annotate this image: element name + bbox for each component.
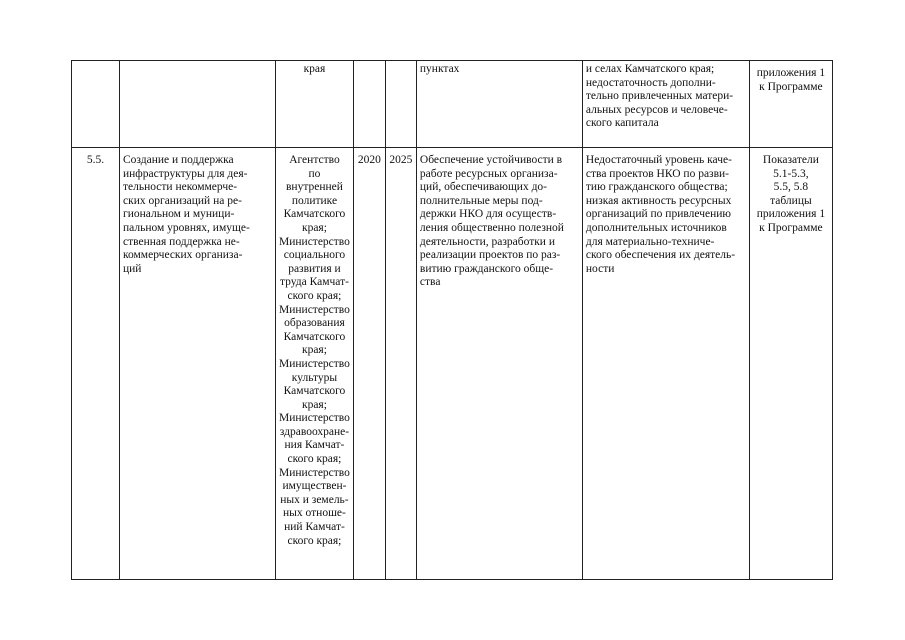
text-line: Министерство — [279, 412, 350, 425]
cell-end-year: 2025 — [385, 148, 416, 580]
text-line: тельно привлеченных матери- — [585, 90, 734, 103]
text-line: работе ресурсных организа- — [419, 167, 558, 180]
text-line: дополнительных источников — [585, 221, 727, 234]
cell-expected-result: пунктах — [416, 61, 582, 148]
text-line: недостаточность дополни- — [585, 76, 716, 89]
text-line: 5.5, 5.8 — [773, 181, 809, 194]
text-line: политике — [291, 194, 338, 207]
text-line: ности — [585, 262, 615, 275]
text-line: Министерство — [279, 357, 350, 370]
cell-measure-name — [120, 61, 276, 148]
text-line: деятельности, разработки и — [419, 235, 555, 248]
table-row — [72, 61, 833, 148]
cell-indicator-link — [749, 148, 832, 580]
cell-risks — [582, 61, 749, 148]
text-line: культуры — [291, 371, 338, 384]
text-line: Создание и поддержка — [123, 154, 234, 166]
text-line: ления общественно полезной — [419, 221, 564, 234]
text-line: ных отноше- — [283, 507, 346, 520]
text-line: для материально-техниче- — [585, 235, 715, 248]
text-line: имуществен- — [282, 480, 347, 493]
text-line: развития и — [288, 262, 341, 275]
cell-expected-result — [416, 148, 582, 580]
text-line: приложения 1 — [756, 208, 826, 221]
cell-start-year — [353, 61, 385, 148]
text-line: по внутренней — [285, 167, 343, 194]
text-line: 5.1-5.3, — [773, 167, 809, 180]
text-line: ского края; — [287, 289, 342, 302]
text-line: гиональном и муници- — [123, 208, 235, 221]
cell-measure-name — [120, 148, 276, 580]
cell-end-year — [385, 61, 416, 148]
program-measures-table — [71, 60, 833, 580]
text-line: ского края; — [287, 534, 342, 547]
cell-risks — [582, 148, 749, 580]
text-line: Недостаточный уровень каче- — [585, 154, 732, 166]
text-line: тию гражданского общества; — [585, 181, 728, 194]
text-line: витию гражданского обще- — [419, 262, 554, 275]
text-line: организаций по привлечению — [585, 208, 731, 221]
text-line: края; — [301, 398, 327, 411]
text-line: ского обеспечения их деятель- — [585, 249, 736, 262]
text-line: Обеспечение устойчивости в — [419, 154, 563, 166]
cell-number — [72, 61, 120, 148]
text-line: к Программе — [759, 221, 823, 234]
text-line: тельности некоммерче- — [123, 181, 238, 194]
text-line: Министерство — [279, 466, 350, 479]
text-line: ния Камчат- — [284, 439, 345, 452]
text-line: пальном уровнях, имуще- — [123, 221, 250, 234]
text-line: коммерческих организа- — [123, 249, 243, 262]
text-line: Министерство — [279, 303, 350, 316]
cell-start-year: 2020 — [353, 148, 385, 580]
text-line: края; — [301, 344, 327, 357]
cell-number: 5.5. — [72, 148, 120, 580]
text-line: полнительные меры под- — [419, 194, 543, 207]
text-line: к Программе — [759, 80, 823, 93]
text-line: Камчатского — [283, 385, 346, 398]
text-line: таблицы — [770, 194, 812, 207]
text-line: держки НКО для осуществ- — [419, 208, 557, 221]
text-line: ных и земель- — [280, 493, 349, 506]
text-line: низкая активность ресурсных — [585, 194, 732, 207]
text-line: Агентство — [289, 154, 340, 166]
cell-indicator-link — [749, 61, 832, 148]
text-line: ского края; — [287, 453, 342, 466]
text-line: ственная поддержка не- — [123, 235, 240, 248]
text-line: образования — [284, 317, 345, 330]
text-line: Камчатского — [283, 330, 346, 343]
cell-executor: края — [276, 61, 354, 148]
text-line: ций, обеспечивающих до- — [419, 181, 548, 194]
text-line: ций — [123, 262, 142, 275]
table-row — [72, 148, 833, 580]
text-line: ства проектов НКО по разви- — [585, 167, 730, 180]
text-line: Министерство — [279, 235, 350, 248]
text-line: труда Камчат- — [279, 276, 349, 289]
text-line: альных ресурсов и человече- — [585, 103, 728, 116]
text-line: Показатели — [762, 154, 819, 166]
text-line: и селах Камчатского края; — [585, 63, 715, 75]
cell-executor — [276, 148, 354, 580]
text-line: ского капитала — [585, 117, 659, 130]
text-line: края; — [301, 221, 327, 234]
text-line: социального — [283, 249, 346, 262]
text-line: ний Камчат- — [284, 521, 345, 534]
text-line: инфраструктуры для дея- — [123, 167, 248, 180]
text-line: здравоохране- — [279, 425, 350, 438]
text-line: приложения 1 — [756, 67, 826, 79]
text-line: ских организаций на ре- — [123, 194, 242, 207]
text-line: Камчатского — [283, 208, 346, 221]
text-line: ства — [419, 276, 441, 289]
text-line: реализации проектов по раз- — [419, 249, 561, 262]
